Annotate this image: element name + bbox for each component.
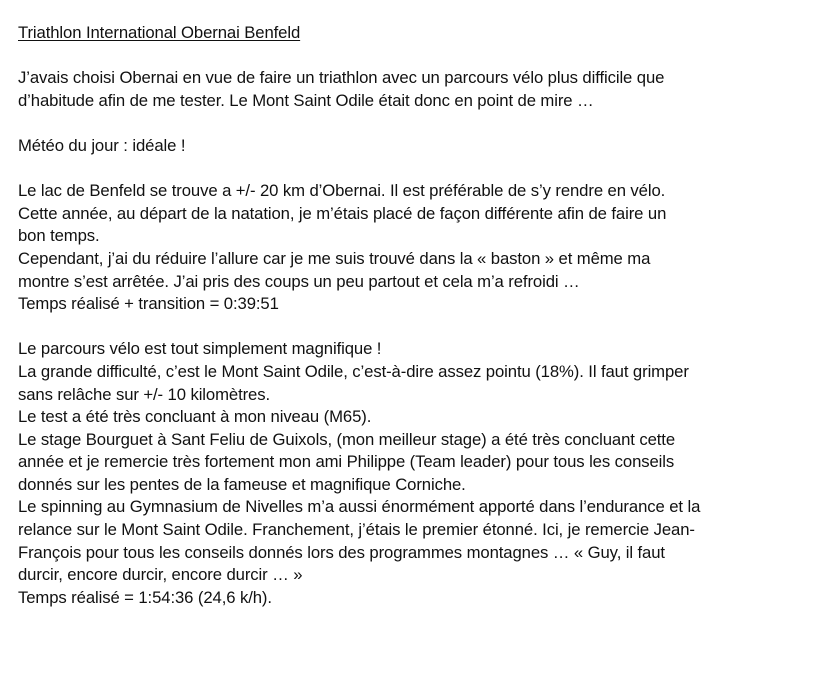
paragraph-intro [18,67,808,112]
paragraph-gap [18,112,808,135]
text-line: d’habitude afin de me tester. Le Mont Saint Odile était donc en point de mire … [18,90,594,110]
text-line: François pour tous les conseils donnés lors des programmes montagnes … « Guy, il faut [18,542,665,562]
document-title: Triathlon International Obernai Benfeld [18,23,301,42]
text-line: Météo du jour : idéale ! [18,135,186,155]
text-line: sans relâche sur +/- 10 kilomètres. [18,384,271,404]
paragraph-swim [18,180,808,316]
paragraph-gap [18,316,808,339]
text-line: donnés sur les pentes de la fameuse et magnifique Corniche. [18,474,466,494]
paragraph-weather [18,135,808,158]
text-line: relance sur le Mont Saint Odile. Franchement, j’étais le premier étonné. Ici, je remercie Jean- [18,520,695,540]
document-body [18,22,808,609]
document-title-line [18,22,808,45]
text-line: montre s’est arrêtée. J’ai pris des coups un peu partout et cela m’a refroidi … [18,271,580,291]
text-line: Cette année, au départ de la natation, je m’étais placé de façon différente afin de faire un [18,203,667,223]
text-line: année et je remercie très fortement mon ami Philippe (Team leader) pour tous les conseils [18,452,675,472]
text-line: bon temps. [18,226,100,246]
text-line: Le lac de Benfeld se trouve a +/- 20 km d’Obernai. Il est préférable de s’y rendre en vélo. [18,181,666,201]
paragraph-gap [18,45,808,68]
text-line: J’avais choisi Obernai en vue de faire un triathlon avec un parcours vélo plus difficile que [18,68,665,88]
text-line: Le test a été très concluant à mon niveau (M65). [18,407,372,427]
text-line: Le stage Bourguet à Sant Feliu de Guixols, (mon meilleur stage) a été très concluant cette [18,429,676,449]
text-line: Le parcours vélo est tout simplement magnifique ! [18,339,382,359]
text-line: Cependant, j’ai du réduire l’allure car je me suis trouvé dans la « baston » et même ma [18,248,651,268]
text-line: Temps réalisé = 1:54:36 (24,6 k/h). [18,587,272,607]
text-line: Le spinning au Gymnasium de Nivelles m’a aussi énormément apporté dans l’endurance et la [18,497,701,517]
paragraph-gap [18,158,808,181]
paragraph-bike [18,338,808,609]
text-line: Temps réalisé + transition = 0:39:51 [18,294,279,314]
text-line: durcir, encore durcir, encore durcir … » [18,565,303,585]
text-line: La grande difficulté, c’est le Mont Saint Odile, c’est-à-dire assez pointu (18%). Il faut grimper [18,361,689,381]
